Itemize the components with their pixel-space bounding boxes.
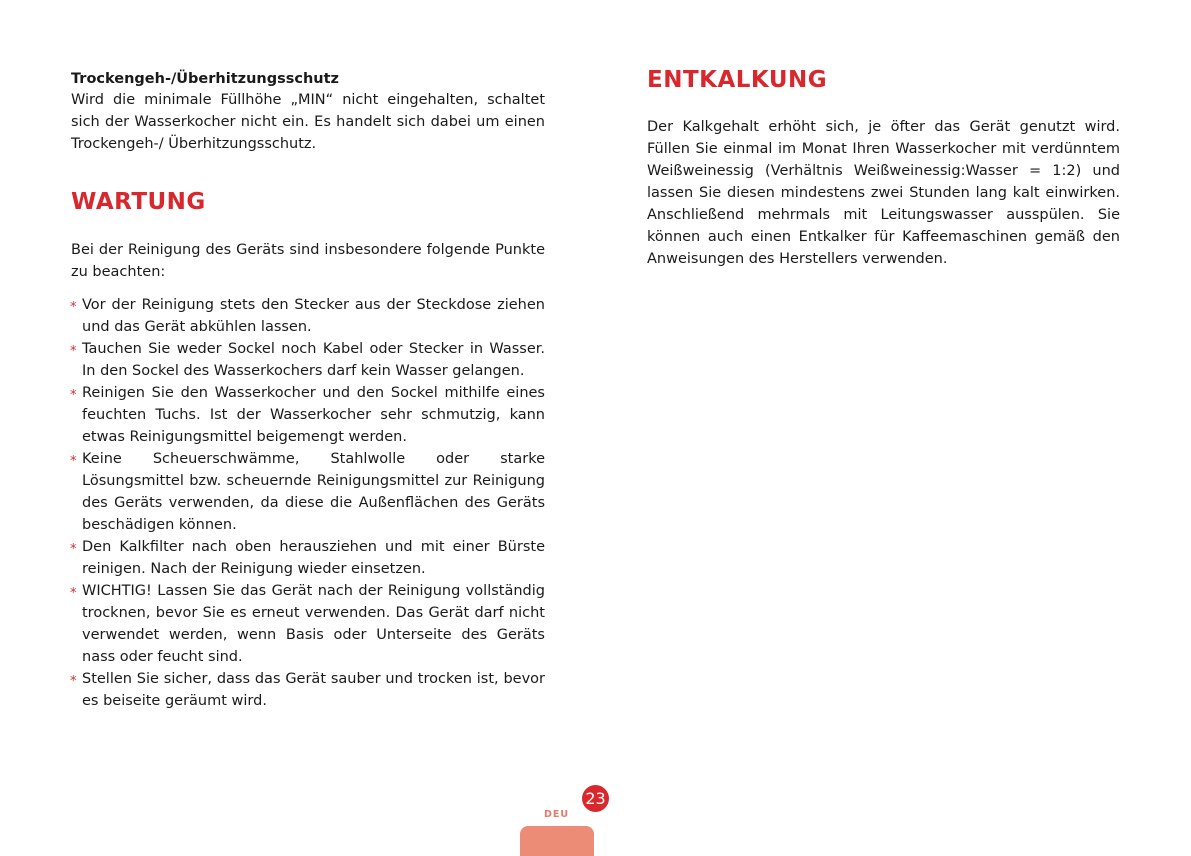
list-item: * Vor der Reinigung stets den Stecker aus der Steckdose ziehen und das Gerät abkühlen lassen. (70, 297, 545, 335)
asterisk-icon: * (70, 344, 77, 359)
entkalkung-heading: ENTKALKUNG (647, 67, 828, 93)
list-item: * Stellen Sie sicher, dass das Gerät sauber und trocken ist, bevor es beiseite geräumt wird. (70, 671, 545, 709)
list-item: * Den Kalkfilter nach oben herausziehen und mit einer Bürste reinigen. Nach der Reinigung wieder einsetzen. (70, 539, 545, 577)
wartung-list (71, 294, 545, 712)
asterisk-icon: * (70, 586, 77, 601)
asterisk-icon: * (70, 454, 77, 469)
list-item: * Tauchen Sie weder Sockel noch Kabel oder Stecker in Wasser. In den Sockel des Wasserkochers darf kein Wasser gelangen. (70, 341, 545, 379)
list-item: * Reinigen Sie den Wasserkocher und den Sockel mithilfe eines feuchten Tuchs. Ist der Wasserkocher sehr schmutzig, kann etwas Reinigungsmittel beigemengt werden. (70, 385, 545, 445)
list-item: * Keine Scheuerschwämme, Stahlwolle oder starke Lösungsmittel bzw. scheuernde Reinigungsmittel zur Reinigung des Geräts verwenden, da diese die Außenflächen des Geräts beschädigen können. (70, 451, 545, 533)
list-item: * WICHTIG! Lassen Sie das Gerät nach der Reinigung vollständig trocknen, bevor Sie es erneut verwenden. Das Gerät darf nicht verwendet werden, wenn Basis oder Unterseite des Geräts nass oder feucht sind. (70, 583, 545, 665)
asterisk-icon: * (70, 542, 77, 557)
entkalkung-text: Der Kalkgehalt erhöht sich, je öfter das Gerät genutzt wird. Füllen Sie einmal im Monat Ihren Wasserkocher mit verdünntem Weißweinessig (Verhältnis Weißweinessig:Wasser = 1:2) und lassen Sie diesen mindestens zwei Stunden lang kalt einwirken. Anschließend mehrmals mit Leitungswasser ausspülen. Sie können auch einen Entkalker für Kaffeemaschinen gemäß den Anweisungen des Herstellers verwenden. (647, 119, 1120, 267)
wartung-heading: WARTUNG (71, 189, 206, 215)
asterisk-icon: * (70, 674, 77, 689)
asterisk-icon: * (70, 300, 77, 315)
wartung-intro: Bei der Reinigung des Geräts sind insbesondere folgende Punkte zu beachten: (71, 242, 545, 280)
asterisk-icon: * (70, 388, 77, 403)
language-label: DEU (544, 809, 570, 820)
language-tab (520, 826, 594, 856)
page-number-badge: 23 (582, 785, 609, 812)
dry-protection-text: Wird die minimale Füllhöhe „MIN“ nicht eingehalten, schaltet sich der Wasserkocher nicht ein. Es handelt sich dabei um einen Trockengeh-/ Überhitzungsschutz. (71, 92, 545, 152)
subheading-dry-protection: Trockengeh-/Überhitzungsschutz (71, 71, 339, 87)
